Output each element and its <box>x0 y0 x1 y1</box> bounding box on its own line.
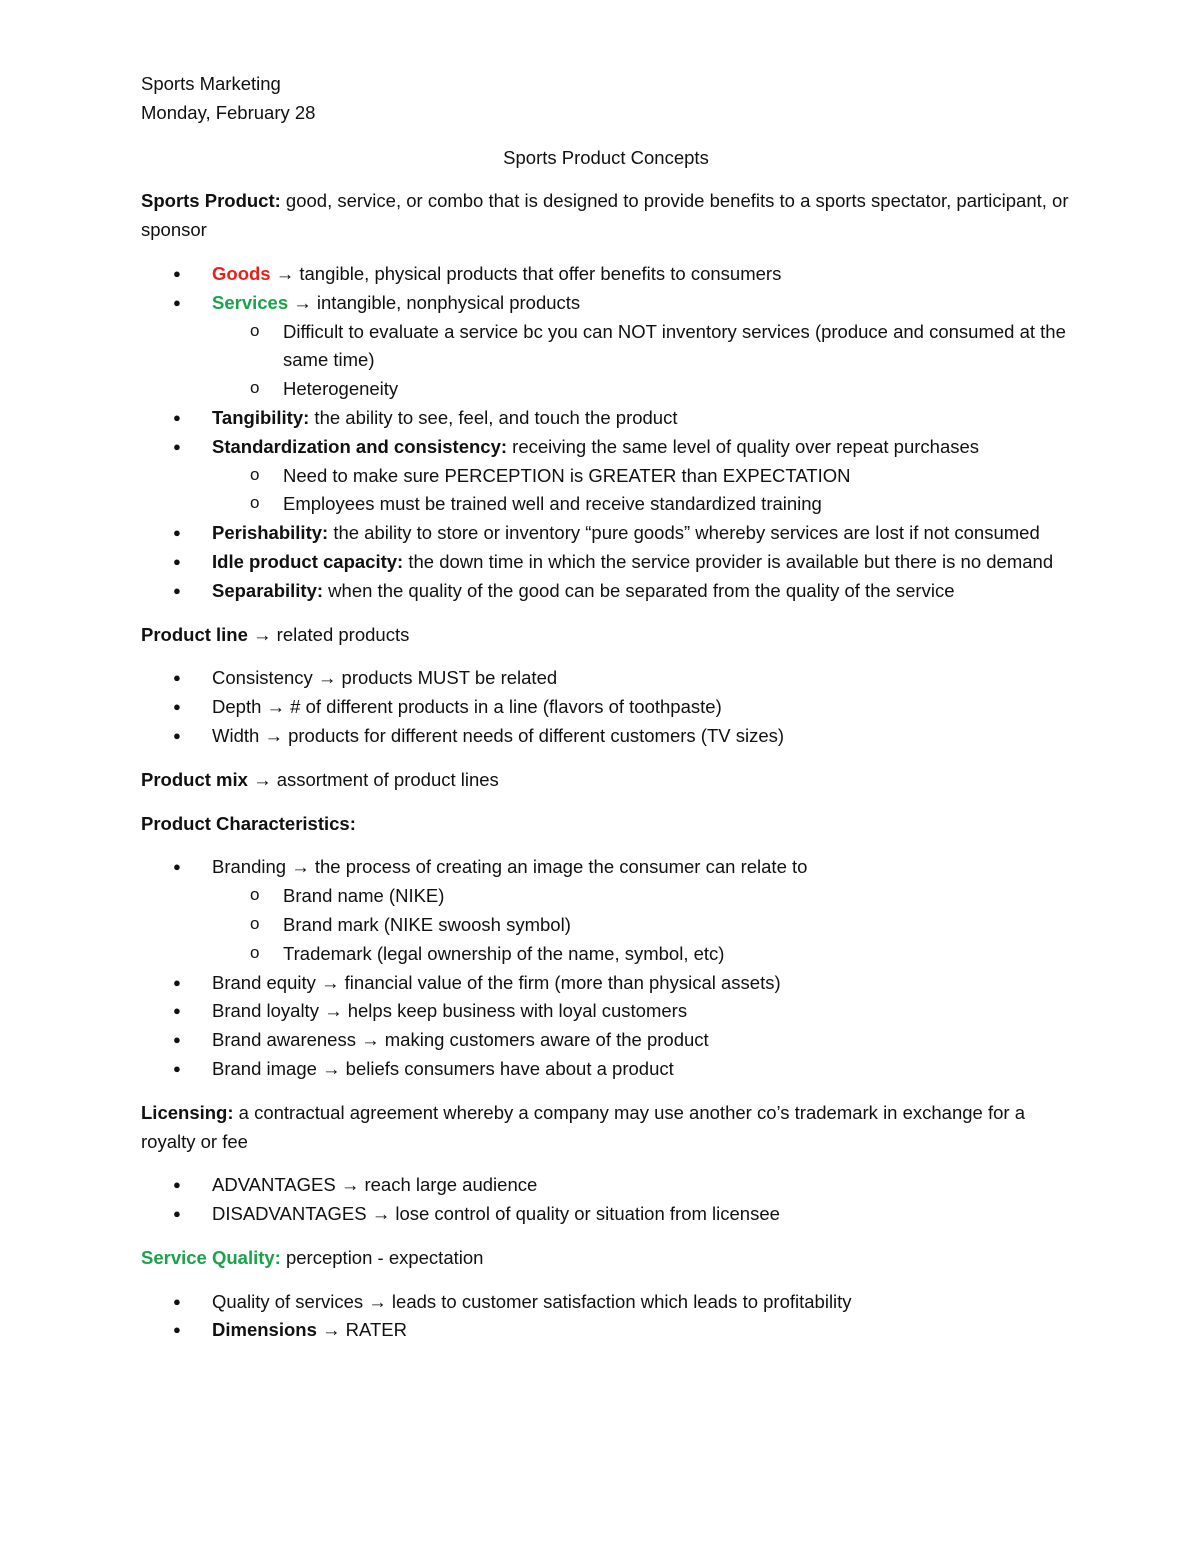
arrow-icon: → <box>322 1319 341 1341</box>
licensing-list <box>141 1171 1071 1229</box>
standardization-sublist <box>212 462 1071 520</box>
service-quality-heading: Service Quality: perception - expectation <box>141 1246 484 1268</box>
list-item-goods: ● Goods → tangible, physical products that offer benefits to consumers <box>141 260 1071 289</box>
list-item-tangibility: ● Tangibility: the ability to see, feel, and touch the product <box>141 404 1071 433</box>
service-quality-list <box>141 1288 1071 1346</box>
sublist-item: o Brand name (NIKE) <box>212 882 1071 911</box>
sublist-item: o Brand mark (NIKE swoosh symbol) <box>212 911 1071 940</box>
list-item-perishability: ● Perishability: the ability to store or inventory “pure goods” whereby services are lost if not consumed <box>141 519 1071 548</box>
list-item: ● Brand equity → financial value of the firm (more than physical assets) <box>141 969 1071 998</box>
product-line-list <box>141 664 1071 750</box>
list-item: ● Brand awareness → making customers aware of the product <box>141 1026 1071 1055</box>
sports-product-list <box>141 260 1071 606</box>
sublist-item: o Heterogeneity <box>212 375 1071 404</box>
sublist-item: o Employees must be trained well and receive standardized training <box>212 490 1071 519</box>
sports-product-text: good, service, or combo that is designed to provide benefits to a sports spectator, participant, or sponsor <box>141 190 1069 241</box>
list-item: ● Dimensions → RATER <box>141 1316 1071 1345</box>
arrow-icon: → <box>275 262 295 284</box>
list-item: ● Quality of services → leads to customer satisfaction which leads to profitability <box>141 1288 1071 1317</box>
product-characteristics-heading: Product Characteristics: <box>141 812 356 834</box>
arrow-icon: → <box>340 1174 360 1196</box>
list-item: ● ADVANTAGES → reach large audience <box>141 1171 1071 1200</box>
services-sublist <box>212 318 1071 404</box>
list-item-separability: ● Separability: when the quality of the good can be separated from the quality of the service <box>141 577 1071 606</box>
product-characteristics-list <box>141 853 1071 1083</box>
arrow-icon: → <box>291 856 310 878</box>
arrow-icon: → <box>253 623 272 645</box>
sublist-item: o Trademark (legal ownership of the name, symbol, etc) <box>212 940 1071 969</box>
arrow-icon: → <box>361 1029 380 1051</box>
sports-product-term: Sports Product: <box>141 190 281 212</box>
list-item-idle-capacity: ● Idle product capacity: the down time in which the service provider is available but there is no demand <box>141 548 1071 577</box>
list-item: ● DISADVANTAGES → lose control of quality or situation from licensee <box>141 1200 1071 1229</box>
arrow-icon: → <box>293 291 312 313</box>
licensing-definition: Licensing: a contractual agreement whereby a company may use another co’s trademark in exchange for a royalty or fee <box>141 1101 1025 1152</box>
course-name: Sports Marketing <box>141 73 281 94</box>
document-page <box>141 70 1071 1345</box>
list-item-standardization: ● Standardization and consistency: receiving the same level of quality over repeat purchases o Need to make sure PERCEPTION is GREATER than EXPECTATION o Employees must be trained well and receive standardized training <box>141 433 1071 519</box>
branding-sublist <box>212 882 1071 968</box>
sports-product-definition <box>141 187 1071 245</box>
list-item: ● Brand loyalty → helps keep business with loyal customers <box>141 997 1071 1026</box>
list-item: ● Brand image → beliefs consumers have about a product <box>141 1055 1071 1084</box>
arrow-icon: → <box>317 667 337 689</box>
arrow-icon: → <box>264 724 283 746</box>
arrow-icon: → <box>321 971 340 993</box>
sublist-item: o Difficult to evaluate a service bc you can NOT inventory services (produce and consumed at the same time) <box>212 318 1071 376</box>
arrow-icon: → <box>253 768 272 790</box>
product-line-heading: Product line → related products <box>141 623 410 645</box>
document-title: Sports Product Concepts <box>503 146 709 168</box>
list-item-services: ● Services → intangible, nonphysical products o Difficult to evaluate a service bc you can NOT inventory services (produce and consumed at the same time) o Heterogeneity <box>141 289 1071 404</box>
product-mix-heading: Product mix → assortment of product lines <box>141 768 499 790</box>
goods-term: Goods <box>212 262 271 284</box>
arrow-icon: → <box>371 1203 391 1225</box>
sublist-item: o Need to make sure PERCEPTION is GREATER than EXPECTATION <box>212 462 1071 491</box>
services-term: Services <box>212 291 289 313</box>
list-item: ● Depth → # of different products in a line (flavors of toothpaste) <box>141 693 1071 722</box>
date-line: Monday, February 28 <box>141 101 316 123</box>
arrow-icon: → <box>324 1000 343 1022</box>
list-item: ● Consistency → products MUST be related <box>141 664 1071 693</box>
arrow-icon: → <box>266 696 286 718</box>
arrow-icon: → <box>322 1057 341 1079</box>
list-item-branding: ● Branding → the process of creating an image the consumer can relate to o Brand name (NIKE) o Brand mark (NIKE swoosh symbol) o Trademark (legal ownership of the name, symbol, etc) <box>141 853 1071 968</box>
arrow-icon: → <box>368 1290 387 1312</box>
list-item: ● Width → products for different needs of different customers (TV sizes) <box>141 722 1071 751</box>
